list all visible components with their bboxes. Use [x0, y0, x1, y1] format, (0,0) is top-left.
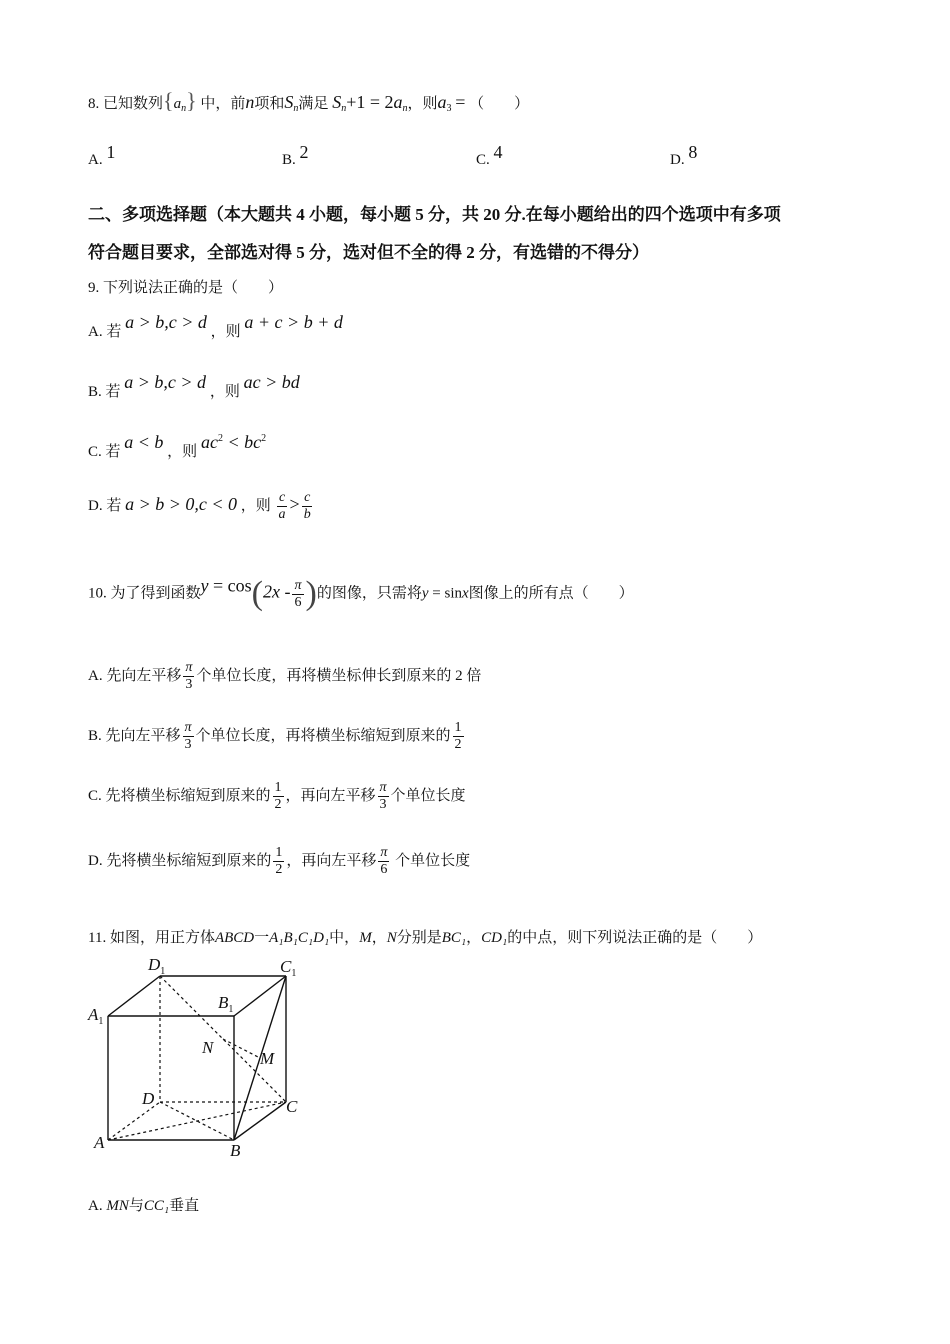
q9-d-frac2-den: b — [303, 507, 311, 522]
q10-a-post: 个单位长度，再将横坐标伸长到原来的 2 倍 — [196, 667, 482, 684]
q11-stem — [88, 926, 762, 947]
q9-c-cond: a < b — [124, 432, 164, 452]
q10-c-frac2-den: 3 — [379, 797, 387, 812]
q9-d-gt: > — [289, 493, 300, 514]
q9-c-then: ，则 — [167, 444, 198, 460]
label-A1: $A_1$ — [88, 1005, 104, 1027]
q9-a-res: a + c > b + d — [244, 312, 343, 332]
q10-option-a[interactable] — [88, 660, 481, 693]
q9-d-frac1-num: c — [278, 490, 286, 505]
q10-frac — [292, 578, 303, 611]
q10-option-b[interactable] — [88, 720, 466, 753]
q10-x2: x — [461, 585, 469, 602]
q8-option-c[interactable] — [476, 142, 503, 169]
q11-CD1: CD₁ — [481, 930, 508, 946]
q9-option-d[interactable] — [88, 490, 315, 523]
label-C1: $C_1$ — [280, 957, 297, 979]
q10-c-frac-num: 1 — [274, 780, 282, 795]
q10-d-post: 个单位长度 — [391, 852, 471, 869]
q8-S-sub: n — [293, 103, 299, 114]
q11-cube2: A₁B₁C₁D₁ — [269, 930, 330, 946]
q11-mid: 中， — [329, 930, 360, 946]
q8-eq-a: a — [393, 92, 403, 112]
q10-a-frac-num: π — [185, 660, 193, 675]
q10-option-d[interactable] — [88, 845, 470, 878]
q10-b-frac-num: π — [184, 720, 192, 735]
q8-pre: 已知数列 — [103, 96, 164, 112]
q8-ask-eq: = — [455, 92, 466, 112]
q10-a-pre: A. 先向左平移 — [88, 667, 182, 684]
q10-c-frac2-num: π — [379, 780, 387, 795]
q8-eq-S-sub: n — [341, 103, 347, 114]
q11-a-CC1: CC₁ — [143, 1198, 170, 1214]
q8-option-a[interactable] — [88, 142, 115, 169]
q10-c-mid: ，再向左平移 — [285, 787, 376, 804]
q10-c-frac2 — [378, 780, 389, 813]
q9-stem: 9. 下列说法正确的是（ ） — [88, 280, 284, 296]
label-B1: $B_1$ — [218, 993, 234, 1015]
q8-ask: a — [437, 92, 447, 112]
section2-heading-line2: 符合题目要求，全部选对得 5 分，选对但不全的得 2 分，有选错的不得分） — [88, 243, 649, 262]
q9-option-c[interactable] — [88, 432, 266, 461]
label-A: A — [94, 1133, 105, 1152]
q10-frac-num: π — [294, 577, 302, 593]
q8-option-d-value: 8 — [688, 142, 698, 162]
q10-d-frac-num: 1 — [275, 845, 283, 860]
q10-d-frac — [273, 845, 284, 878]
q10-inner: 2x - — [263, 581, 291, 602]
q8-option-c-value: 4 — [493, 142, 503, 162]
q9-d-label: D. 若 — [88, 497, 122, 514]
q10-y: y — [200, 575, 209, 596]
q10-eq: = cos — [208, 575, 252, 596]
q9-c-label: C. 若 — [88, 444, 121, 460]
q10-option-c[interactable] — [88, 780, 466, 813]
q10-eq2: = sin — [428, 585, 462, 602]
q10-d-frac2-num: π — [380, 845, 388, 860]
label-B: B — [230, 1141, 241, 1160]
q8-option-a-label: A. — [88, 152, 103, 168]
q10-d-pre: D. 先将横坐标缩短到原来的 — [88, 852, 272, 869]
q9-d-cond: a > b > 0,c < 0 — [125, 493, 238, 514]
label-D: D — [142, 1089, 155, 1108]
q8-option-d-label: D. — [670, 152, 685, 168]
q8-S: S — [284, 92, 294, 112]
label-D1: $D_1$ — [148, 955, 166, 977]
q11-M: M — [359, 930, 372, 946]
q11-option-a[interactable] — [88, 1194, 199, 1215]
q10-c-pre: C. 先将横坐标缩短到原来的 — [88, 787, 271, 804]
q11-BC1: BC₁ — [441, 930, 467, 946]
q10-b-frac2 — [453, 720, 464, 753]
q11-comma: ， — [371, 930, 387, 946]
q9-d-frac2-num: c — [304, 490, 311, 505]
q8-ask-sub: 3 — [446, 103, 452, 114]
q11-a-mid: 与 — [128, 1198, 144, 1214]
q9-d-then: ，则 — [240, 497, 271, 514]
q11-N: N — [386, 930, 397, 946]
q10-y2: y — [421, 585, 429, 602]
q10-d-frac2-den: 6 — [380, 862, 388, 877]
q8-option-b-label: B. — [282, 152, 296, 168]
q10-b-pre: B. 先向左平移 — [88, 727, 181, 744]
label-N: N — [202, 1038, 214, 1057]
q8-eq-a-sub: n — [402, 103, 408, 114]
q11-a-label: A. — [88, 1198, 103, 1214]
q9-d-frac2 — [302, 490, 313, 523]
q9-c-res-mid: < bc — [222, 432, 262, 452]
q10-paren-close: ) — [305, 575, 317, 612]
q9-c-res — [200, 432, 267, 452]
q10-frac-den: 6 — [294, 594, 302, 610]
q9-b-res: ac > bd — [243, 372, 300, 392]
q9-c-exp2: 2 — [261, 433, 267, 444]
q10-d-mid: ，再向左平移 — [286, 852, 377, 869]
q8-eq-S: S — [332, 92, 342, 112]
q9-a-cond: a > b,c > d — [125, 312, 207, 332]
edge-B1C1 — [234, 976, 286, 1016]
edge-A1D1 — [108, 976, 160, 1016]
q11-mid2: 分别是 — [396, 930, 442, 946]
q10-a-frac — [183, 660, 194, 693]
q11-pre: 11. 如图，用正方体 — [88, 930, 215, 946]
q9-option-b[interactable] — [88, 372, 300, 401]
q10-paren-open: ( — [251, 575, 263, 612]
q8-option-c-label: C. — [476, 152, 490, 168]
q9-option-a[interactable] — [88, 312, 343, 341]
segment-MN-hidden — [223, 1039, 260, 1058]
q9-d-frac1-den: a — [278, 507, 286, 522]
q8-option-d[interactable] — [670, 142, 697, 169]
q10-post: 的图像，只需将 — [316, 585, 422, 602]
q8-stem — [88, 88, 529, 114]
q8-option-b-value: 2 — [299, 142, 309, 162]
q11-post: 的中点，则下列说法正确的是（ ） — [507, 930, 763, 946]
q9-c-res-a: ac — [200, 432, 218, 452]
q11-dash: 一 — [254, 930, 270, 946]
label-C: C — [286, 1097, 298, 1116]
q10-c-frac — [273, 780, 284, 813]
q8-mid1: 中，前 — [200, 96, 246, 112]
cube-diagram — [80, 950, 340, 1165]
q8-n: n — [245, 92, 255, 112]
label-M: M — [260, 1049, 275, 1068]
q10-b-frac-den: 3 — [184, 737, 192, 752]
q9-a-then: ，则 — [210, 324, 241, 340]
q8-seq-sub: n — [181, 103, 187, 114]
section2-heading-line1: 二、多项选择题（本大题共 4 小题，每小题 5 分，共 20 分.在每小题给出的四个选项中有多项 — [88, 205, 781, 224]
q10-pre: 10. 为了得到函数 — [88, 585, 201, 602]
q8-mid3: 满足 — [298, 96, 329, 112]
q8-mid4: ，则 — [407, 96, 438, 112]
q9-c-exp1: 2 — [217, 433, 223, 444]
q10-stem — [88, 575, 634, 613]
q8-option-b[interactable] — [282, 142, 309, 169]
q11-cube: ABCD — [214, 930, 255, 946]
q10-c-frac-den: 2 — [274, 797, 282, 812]
q8-seq-brace: { — [163, 88, 174, 113]
q10-post2: 图像上的所有点（ ） — [468, 585, 634, 602]
q10-d-frac-den: 2 — [275, 862, 283, 877]
q8-seq: a — [173, 96, 182, 112]
q8-mid2: 项和 — [254, 96, 285, 112]
q8-eq-rest: +1 = 2 — [346, 92, 394, 112]
q8-option-a-value: 1 — [106, 142, 116, 162]
q11-sep: ， — [466, 930, 482, 946]
q9-d-frac1 — [277, 490, 288, 523]
q10-c-post: 个单位长度 — [390, 787, 466, 804]
q11-a-post: 垂直 — [169, 1198, 200, 1214]
q10-d-frac2 — [378, 845, 389, 878]
q10-b-frac2-den: 2 — [454, 737, 462, 752]
q9-b-label: B. 若 — [88, 384, 121, 400]
q10-a-frac-den: 3 — [185, 677, 193, 692]
q9-b-then: ，则 — [209, 384, 240, 400]
edge-BC — [234, 1102, 286, 1140]
q8-seq-brace-close: } — [186, 88, 197, 113]
q8-number: 8. — [88, 96, 100, 112]
q9-a-label: A. 若 — [88, 324, 122, 340]
q10-b-post: 个单位长度，再将横坐标缩短到原来的 — [195, 727, 451, 744]
q9-b-cond: a > b,c > d — [124, 372, 207, 392]
q8-paren: （ ） — [469, 96, 530, 112]
q10-b-frac — [183, 720, 194, 753]
q11-a-MN: MN — [106, 1198, 129, 1214]
q10-b-frac2-num: 1 — [454, 720, 462, 735]
